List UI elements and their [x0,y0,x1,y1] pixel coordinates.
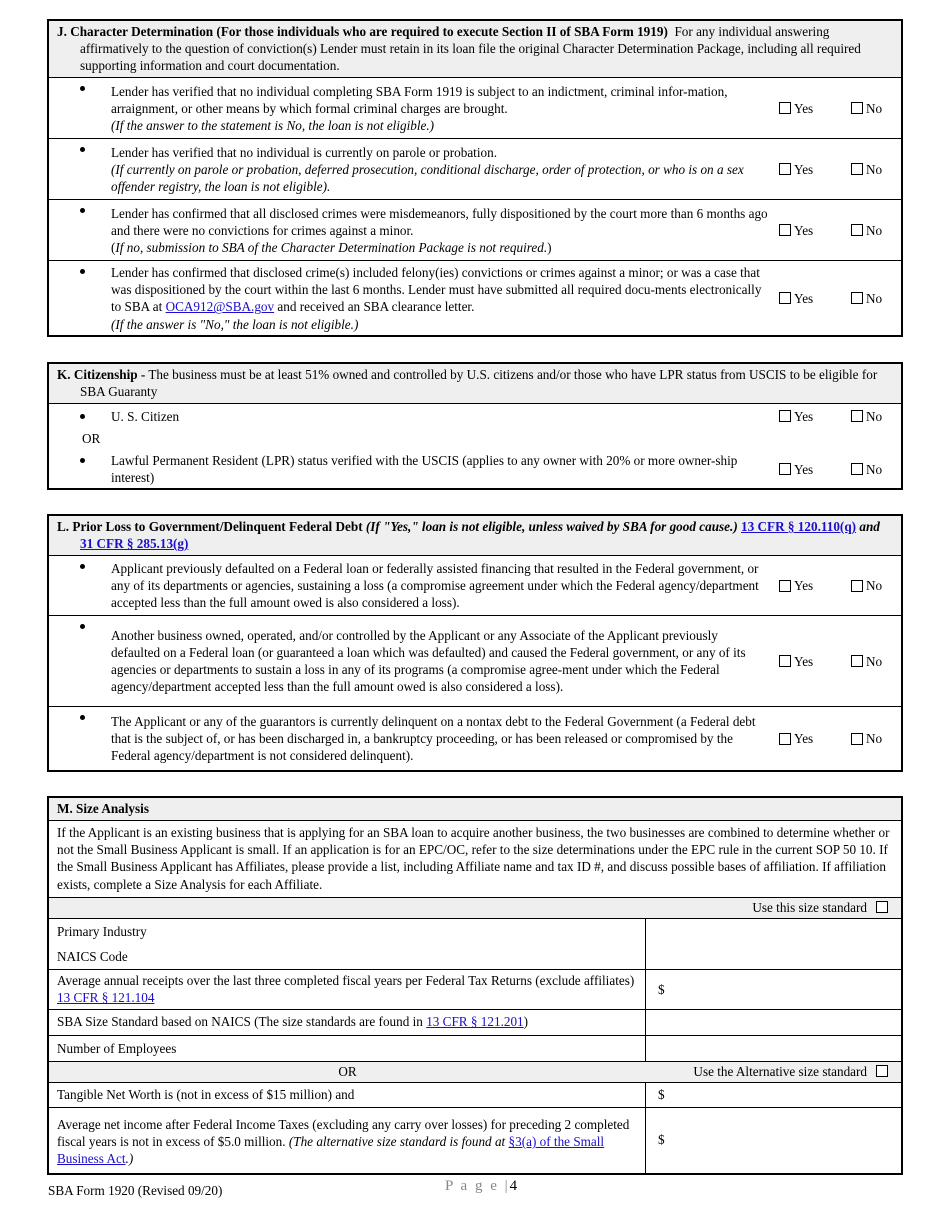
form-footer: SBA Form 1920 (Revised 09/20) [48,1183,223,1198]
j-item-2-yes[interactable]: Yes [771,161,843,178]
j-item-1-text: Lender has verified that no individual completing SBA Form 1919 is subject to an indictment, criminal infor-mation, arraignment, or other means by which formal criminal charges are brought. [111,83,728,116]
primary-industry-label: Primary Industry [57,923,147,939]
checkbox-icon[interactable] [851,224,863,236]
checkbox-icon[interactable] [779,410,791,422]
size-standard-field[interactable] [646,1010,901,1034]
size-standard-label: SBA Size Standard based on NAICS (The size standards are found in [57,1014,423,1030]
section-j-intro: For any individual answering affirmatively to the question of conviction(s) Lender must retain in its loan file the original Character Determination Package, including all required supporting information and court documentation. [80,24,861,74]
checkbox-icon[interactable] [851,733,863,745]
l-item-1-no[interactable]: No [843,577,901,594]
k-citizen-yes[interactable]: Yes [771,408,843,425]
j-item-4-no[interactable]: No [843,290,901,307]
employees-field[interactable] [646,1036,901,1061]
l-item-2-text: Another business owned, operated, and/or controlled by the Applicant or any Associate of the Applicant previously defaulted on a Federal loan (or guaranteed a loan which was defaulted) and caused the Federal government, or any of its agencies or departments to sustain a loss in any of its programs (a compromise agree-ment under which the Federal agency/department accepted less than the full amount owed is also considered a loss). [111,628,746,695]
l-item-2 [49,616,901,707]
l-item-2-yes[interactable]: Yes [771,653,843,670]
checkbox-icon[interactable] [851,102,863,114]
checkbox-icon[interactable] [779,580,791,592]
checkbox-icon[interactable] [851,463,863,475]
j-item-1 [49,78,901,139]
bullet-icon [80,564,85,569]
l-item-1-text: Applicant previously defaulted on a Federal loan or federally assisted financing that resulted in the Federal government, or any of its departments or agencies, sustaining a loss (a compromise agreement under which the Federal agency/department accepted less than the full amount owed is also considered a loss). [111,561,759,611]
section-j-header [49,21,901,78]
checkbox-icon[interactable] [779,292,791,304]
section-l [47,514,903,772]
size-standard-row: SBA Size Standard based on NAICS (The size standards are found in 13 CFR § 121.201) [49,1010,901,1035]
l-item-2-no[interactable]: No [843,653,901,670]
j-item-2-note: (If currently on parole or probation, deferred prosecution, conditional discharge, order of protection, or who is on a sex offender registry, the loan is not eligible). [111,161,744,195]
section-j-title: J. Character Determination (For those individuals who are required to execute Section II of SBA Form 1919) [57,24,668,39]
j-item-4-note: (If the answer is "No," the loan is not eligible.) [111,316,359,332]
j-item-4-text: Lender has confirmed that disclosed crime(s) included felony(ies) convictions or crimes against a minor; or was a case that was dispositioned by the court within the last 6 months. Lender must have submitted all required docu-ments electronically to SBA at [111,265,762,315]
l-item-3-text: The Applicant or any of the guarantors is currently delinquent on a nontax debt to the Federal Government (a Federal debt that is the subject of, or has been discharged in, a bankruptcy proceeding, or has been released or compromised by the Federal agency/department is not considered delinquent). [111,714,756,764]
j-item-3-no[interactable]: No [843,222,901,239]
k-item-lpr [49,450,901,488]
k-citizen-no[interactable]: No [843,408,901,425]
checkbox-icon[interactable] [779,224,791,236]
section-l-title: L. Prior Loss to Government/Delinquent Federal Debt [57,519,363,534]
checkbox-icon[interactable] [851,292,863,304]
j-item-3-yes[interactable]: Yes [771,222,843,239]
checkbox-icon[interactable] [779,163,791,175]
cfr-120-link[interactable]: 13 CFR § 120.110(q) [741,519,857,534]
section-k-intro: The business must be at least 51% owned and controlled by U.S. citizens and/or those who have LPR status from USCIS to be eligible for SBA Guaranty [80,367,878,400]
k-lpr-yes[interactable]: Yes [771,461,843,478]
bullet-icon [80,147,85,152]
section-m [47,796,903,1175]
use-alt-standard-checkbox[interactable] [876,1065,888,1077]
tangible-label: Tangible Net Worth is (not in excess of $15 million) and [49,1083,646,1107]
small-business-act-link[interactable]: §3(a) of the Small Business Act [57,1134,605,1167]
l-item-1-yes[interactable]: Yes [771,577,843,594]
k-or: OR [82,431,101,447]
section-m-intro: If the Applicant is an existing business that is applying for an SBA loan to acquire another business, the two businesses are combined to determine whether or not the Small Business Applicant is small. If an application is for an EPC/OC, refer to the size determinations under the EPC rule in the current SOP 50 10. If the Small Business Applicant has Affiliates, please provide a list, including Affiliate name and tax ID #, and discuss possible bases of affiliation. If affiliation exists, complete a Size Analysis for each Affiliate. [49,821,901,898]
checkbox-icon[interactable] [851,655,863,667]
bullet-icon [80,624,85,629]
j-item-1-note: (If the answer to the statement is No, the loan is not eligible.) [111,118,435,134]
j-item-2 [49,139,901,200]
checkbox-icon[interactable] [851,410,863,422]
j-item-4-yes[interactable]: Yes [771,290,843,307]
bullet-icon [80,269,85,274]
section-l-header: L. Prior Loss to Government/Delinquent Federal Debt (If "Yes," loan is not eligible, unless waived by SBA for good cause.) 13 CFR § 120.110(q) and 31 CFR § 285.13(g) [49,516,901,556]
use-size-standard-label: Use this size standard [752,899,867,915]
section-l-note: (If "Yes," loan is not eligible, unless waived by SBA for good cause.) [365,519,738,534]
j-item-3: Lender has confirmed that all disclosed crimes were misdemeanors, fully dispositioned by the court more than 6 months ago and there were no convictions for crimes against a minor. (If no, submission to SBA of the Character Determination Package is not required.) Yes No [49,200,901,261]
l-item-3 [49,707,901,770]
avg-income-field[interactable]: $ [658,1132,665,1148]
cfr-285-link[interactable]: 31 CFR § 285.13(g) [80,536,189,552]
use-alt-standard-label: Use the Alternative size standard [693,1063,867,1079]
bullet-icon [80,208,85,213]
checkbox-icon[interactable] [851,163,863,175]
j-item-4: Lender has confirmed that disclosed crime(s) included felony(ies) convictions or crimes against a minor; or was a case that was dispositioned by the court within the last 6 months. Lender must have submitted all required docu-ments electronically to SBA at OCA912@SBA.gov and received an SBA clearance letter. (If the answer is "No," the loan is not eligible.) Yes No [49,261,901,335]
bullet-icon [80,86,85,91]
m-or: OR [338,1063,357,1079]
section-k [47,362,903,490]
section-k-header [49,364,901,404]
k-item-citizen-text: U. S. Citizen [111,408,180,424]
j-item-2-text: Lender has verified that no individual is currently on parole or probation. [111,144,497,160]
cfr-121-201-link[interactable]: 13 CFR § 121.201 [426,1014,524,1030]
j-item-2-no[interactable]: No [843,161,901,178]
k-lpr-no[interactable]: No [843,461,901,478]
alt-standard-row [49,1062,901,1083]
employees-row [49,1036,901,1062]
section-j [47,19,903,337]
l-item-1 [49,556,901,616]
avg-receipts-field[interactable]: $ [658,981,665,997]
use-size-standard-checkbox[interactable] [876,901,888,913]
checkbox-icon[interactable] [779,733,791,745]
j-item-1-no[interactable]: No [843,100,901,117]
checkbox-icon[interactable] [779,655,791,667]
k-item-citizen [49,406,901,426]
bullet-icon [80,414,85,419]
checkbox-icon[interactable] [851,580,863,592]
j-item-1-yes[interactable]: Yes [771,100,843,117]
j-item-3-note: If no, submission to SBA of the Character Determination Package is not required. [115,240,548,256]
tangible-row [49,1083,901,1108]
checkbox-icon[interactable] [779,463,791,475]
bullet-icon [80,458,85,463]
bullet-icon [80,715,85,720]
avg-income-label: Average net income after Federal Income Taxes (excluding any carry over losses) for preceding 2 completed fiscal years is not in excess of $5.0 million. [57,1117,630,1150]
section-m-title: M. Size Analysis [57,801,149,816]
section-k-title: K. Citizenship - [57,367,146,382]
avg-receipts-label: Average annual receipts over the last three completed fiscal years per Federal Tax Returns (exclude affiliates) [57,973,635,989]
k-item-lpr-text: Lawful Permanent Resident (LPR) status verified with the USCIS (applies to any owner with 20% or more owner-ship interest) [111,453,738,486]
j-item-3-text: Lender has confirmed that all disclosed crimes were misdemeanors, fully dispositioned by the court more than 6 months ago and there were no convictions for crimes against a minor. [111,205,768,238]
use-size-standard-row [49,898,901,919]
industry-row [49,919,901,970]
l-item-3-no[interactable]: No [843,730,901,747]
cfr-121-104-link[interactable]: 13 CFR § 121.104 [57,990,155,1006]
receipts-row [49,970,901,1010]
checkbox-icon[interactable] [779,102,791,114]
l-item-3-yes[interactable]: Yes [771,730,843,747]
naics-code-label: NAICS Code [57,948,128,964]
industry-value-field[interactable] [646,919,901,969]
email-link[interactable]: OCA912@SBA.gov [165,299,275,315]
page-number: P a g e |4 [445,1178,518,1194]
employees-label: Number of Employees [49,1036,646,1061]
avg-income-row: Average net income after Federal Income Taxes (excluding any carry over losses) for preceding 2 completed fiscal years is not in excess of $5.0 million. (The alternative size standard is found at §3(a) of the Small Business Act.) $ [49,1108,901,1172]
section-m-header [49,798,901,821]
tangible-field[interactable]: $ [658,1086,665,1102]
